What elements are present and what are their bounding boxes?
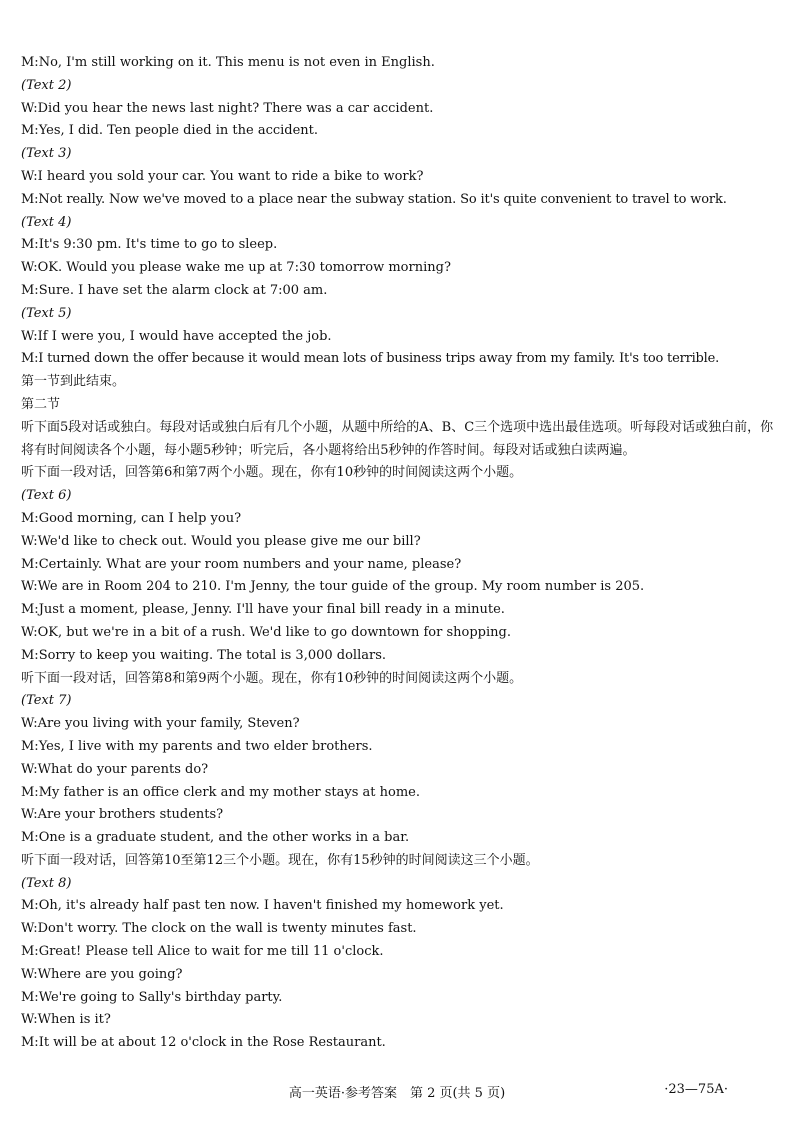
text-label: (Text 3) <box>21 146 72 162</box>
text-line: M:Great! Please tell Alice to wait for me till 11 o'clock. <box>21 944 384 960</box>
text-label: (Text 5) <box>21 305 72 321</box>
text-line: M:Oh, it's already half past ten now. I haven't finished my homework yet. <box>21 898 504 914</box>
text-line: W:Don't worry. The clock on the wall is twenty minutes fast. <box>21 921 417 937</box>
text-line: M:Good morning, can I help you? <box>21 510 242 526</box>
text-line: M:My father is an office clerk and my mother stays at home. <box>21 784 421 800</box>
footer-page-info: 高一英语·参考答案 第 2 页(共 5 页) <box>288 1086 506 1101</box>
text-label: (Text 7) <box>21 693 72 709</box>
text-line: W:OK, but we're in a bit of a rush. We'd like to go downtown for shopping. <box>21 624 511 640</box>
text-line: W:We'd like to check out. Would you please give me our bill? <box>21 533 421 549</box>
instruction-line: 听下面一段对话，回答第8和第9两个小题。现在，你有10秒钟的时间阅读这两个小题。 <box>21 670 523 686</box>
text-line: W:We are in Room 204 to 210. I'm Jenny, the tour guide of the group. My room number is 205. <box>21 579 645 595</box>
text-line: M:Sure. I have set the alarm clock at 7:00 am. <box>21 282 328 298</box>
text-line: M:It will be at about 12 o'clock in the Rose Restaurant. <box>21 1035 386 1051</box>
text-line: W:What do your parents do? <box>21 761 209 777</box>
text-line: M:Certainly. What are your room numbers and your name, please? <box>21 556 462 572</box>
text-line: W:If I were you, I would have accepted the job. <box>21 328 332 344</box>
text-label: (Text 6) <box>21 488 72 504</box>
section-heading: 第二节 <box>21 396 61 412</box>
page-footer <box>0 1082 794 1102</box>
instruction-line: 听下面一段对话，回答第6和第7两个小题。现在，你有10秒钟的时间阅读这两个小题。 <box>21 465 523 481</box>
text-label: (Text 8) <box>21 875 72 891</box>
footer-code: ·23—75A· <box>664 1082 728 1097</box>
text-line: W:OK. Would you please wake me up at 7:30 tomorrow morning? <box>21 260 451 276</box>
text-line: M:I turned down the offer because it would mean lots of business trips away from my family. It's too terrible. <box>21 351 720 367</box>
text-line: M:No, I'm still working on it. This menu is not even in English. <box>21 55 435 70</box>
text-line: M:One is a graduate student, and the other works in a bar. <box>21 830 410 846</box>
transcript <box>21 52 777 1055</box>
text-line: M:Just a moment, please, Jenny. I'll have your final bill ready in a minute. <box>21 602 505 618</box>
section-instructions: 听下面5段对话或独白。每段对话或独白后有几个小题，从题中所给的A、B、C三个选项中选出最佳选项。听每段对话或独白前，你将有时间阅读各个小题，每小题5秒钟；听完后，各小题将给出5秒钟的作答时间。每段对话或独白读两遍。 <box>21 419 774 458</box>
text-line: M:Yes, I did. Ten people died in the accident. <box>21 123 319 139</box>
text-label: (Text 4) <box>21 214 72 230</box>
text-line: W:I heard you sold your car. You want to ride a bike to work? <box>21 168 424 184</box>
text-line: W:When is it? <box>21 1012 111 1028</box>
text-line: W:Are you living with your family, Steven? <box>21 716 300 732</box>
text-line: M:Yes, I live with my parents and two elder brothers. <box>21 738 373 754</box>
text-line: M:We're going to Sally's birthday party. <box>21 989 283 1005</box>
text-line: W:Where are you going? <box>21 966 183 982</box>
text-line: W:Are your brothers students? <box>21 807 224 823</box>
instruction-line: 听下面一段对话，回答第10至第12三个小题。现在，你有15秒钟的时间阅读这三个小题。 <box>21 852 539 868</box>
text-line: M:Sorry to keep you waiting. The total is 3,000 dollars. <box>21 647 387 663</box>
section-end-note: 第一节到此结束。 <box>21 374 126 390</box>
text-line: M:It's 9:30 pm. It's time to go to sleep. <box>21 237 278 253</box>
text-line: W:Did you hear the news last night? There was a car accident. <box>21 100 434 116</box>
text-line: M:Not really. Now we've moved to a place near the subway station. So it's quite convenient to travel to work. <box>21 191 727 207</box>
text-label: (Text 2) <box>21 77 72 93</box>
